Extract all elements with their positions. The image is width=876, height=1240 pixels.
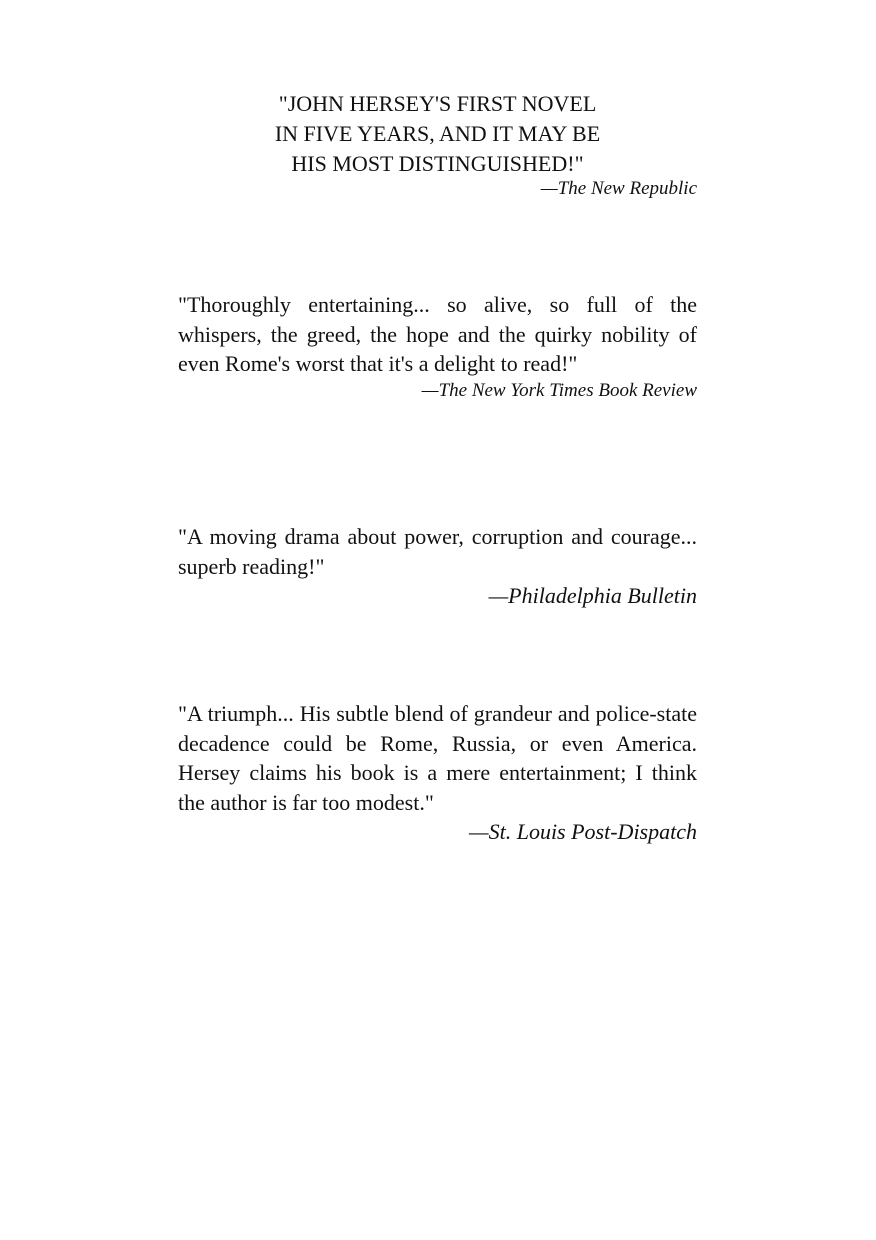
headline-line-2: IN FIVE YEARS, AND IT MAY BE — [274, 121, 601, 146]
quote-attribution: —Philadelphia Bulletin — [488, 583, 697, 608]
quote-attribution: —The New York Times Book Review — [421, 379, 697, 401]
review-quote-st-louis — [178, 699, 697, 846]
review-quote-philadelphia — [178, 522, 697, 610]
quote-text: "A moving drama about power, corruption and courage... superb reading!" — [178, 524, 697, 579]
review-quote-nyt — [178, 290, 697, 403]
headline-quote — [178, 89, 697, 201]
quote-text: "Thoroughly entertaining... so alive, so full of the whispers, the greed, the hope and the quirky nobility of even Rome's worst that it's a delight to read!" — [178, 292, 697, 376]
headline-attribution: —The New Republic — [540, 178, 697, 199]
headline-line-1: "JOHN HERSEY'S FIRST NOVEL — [278, 91, 597, 116]
quote-attribution: —St. Louis Post-Dispatch — [469, 819, 697, 844]
quote-text: "A triumph... His subtle blend of grandeur and police-state decadence could be Rome, Russia, or even America. Hersey claims his book is a mere entertainment; I think the author is far too modest." — [178, 701, 697, 815]
headline-line-3: HIS MOST DISTINGUISHED!" — [291, 151, 584, 176]
